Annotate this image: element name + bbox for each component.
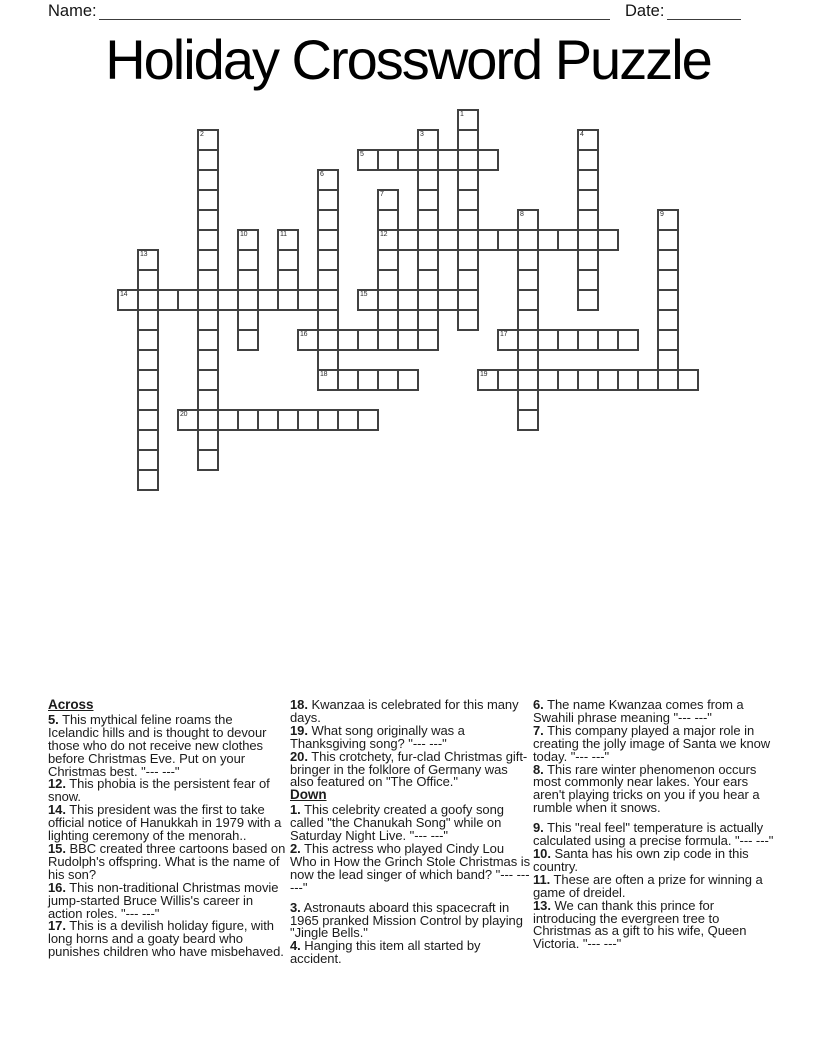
grid-cell[interactable] xyxy=(517,209,539,231)
grid-cell[interactable] xyxy=(417,269,439,291)
clue-number: 10. xyxy=(533,845,551,861)
cell-number: 20 xyxy=(180,411,188,418)
clue-number: 14. xyxy=(48,802,66,818)
grid-cell[interactable] xyxy=(197,449,219,471)
grid-cell[interactable] xyxy=(517,249,539,271)
grid-cell[interactable] xyxy=(657,229,679,251)
grid-cell[interactable] xyxy=(377,249,399,271)
grid-cell[interactable] xyxy=(317,409,339,431)
grid-cell[interactable] xyxy=(377,289,399,311)
clue-column-3 xyxy=(533,699,776,951)
grid-cell[interactable] xyxy=(417,289,439,311)
cell-number: 15 xyxy=(360,291,368,298)
grid-cell[interactable] xyxy=(517,329,539,351)
grid-cell[interactable] xyxy=(237,409,259,431)
grid-cell[interactable] xyxy=(397,229,419,251)
grid-cell[interactable] xyxy=(577,229,599,251)
grid-cell[interactable] xyxy=(477,229,499,251)
clue-10: 10. Santa has his own zip code in this country. xyxy=(533,845,749,874)
grid-cell[interactable] xyxy=(597,369,619,391)
grid-cell[interactable] xyxy=(437,229,459,251)
grid-cell[interactable] xyxy=(577,369,599,391)
grid-cell[interactable] xyxy=(197,169,219,191)
grid-cell[interactable] xyxy=(317,209,339,231)
grid-cell[interactable] xyxy=(377,309,399,331)
grid-cell[interactable] xyxy=(357,329,379,351)
grid-cell[interactable] xyxy=(577,129,599,151)
grid-cell[interactable] xyxy=(297,289,319,311)
grid-cell[interactable] xyxy=(197,269,219,291)
grid-cell[interactable] xyxy=(577,149,599,171)
grid-cell[interactable] xyxy=(657,269,679,291)
grid-cell[interactable] xyxy=(617,329,639,351)
clue-number: 6. xyxy=(533,697,544,712)
grid-cell[interactable] xyxy=(397,329,419,351)
grid-cell[interactable] xyxy=(157,289,179,311)
grid-cell[interactable] xyxy=(497,329,519,351)
date-label: Date: xyxy=(625,2,665,20)
grid-cell[interactable] xyxy=(317,229,339,251)
across-heading: Across xyxy=(48,697,94,712)
grid-cell[interactable] xyxy=(257,289,279,311)
grid-cell[interactable] xyxy=(137,429,159,451)
grid-cell[interactable] xyxy=(337,369,359,391)
grid-cell[interactable] xyxy=(517,269,539,291)
grid-cell[interactable] xyxy=(677,369,699,391)
clue-number: 20. xyxy=(290,748,308,764)
grid-cell[interactable] xyxy=(537,229,559,251)
grid-cell[interactable] xyxy=(357,289,379,311)
grid-cell[interactable] xyxy=(137,409,159,431)
page-title: Holiday Crossword Puzzle xyxy=(105,28,711,91)
clue-number: 2. xyxy=(290,840,301,856)
grid-cell[interactable] xyxy=(657,329,679,351)
clue-18: 18. Kwanzaa is celebrated for this many days. xyxy=(290,697,519,725)
grid-cell[interactable] xyxy=(137,309,159,331)
grid-cell[interactable] xyxy=(357,409,379,431)
cell-number: 12 xyxy=(380,231,388,238)
name-label: Name: xyxy=(48,2,97,20)
cell-number: 11 xyxy=(280,231,287,238)
grid-cell[interactable] xyxy=(397,369,419,391)
grid-cell[interactable] xyxy=(317,289,339,311)
grid-cell[interactable] xyxy=(657,209,679,231)
grid-cell[interactable] xyxy=(177,409,199,431)
grid-cell[interactable] xyxy=(517,309,539,331)
grid-cell[interactable] xyxy=(437,149,459,171)
grid-cell[interactable] xyxy=(417,249,439,271)
grid-cell[interactable] xyxy=(197,309,219,331)
grid-cell[interactable] xyxy=(277,409,299,431)
cell-number: 17 xyxy=(500,331,508,338)
grid-cell[interactable] xyxy=(317,169,339,191)
cell-number: 9 xyxy=(660,211,664,218)
clue-3: 3. Astronauts aboard this spacecraft in 1965 pranked Mission Control by playing "Jingle Bells." xyxy=(290,899,523,941)
grid-cell[interactable] xyxy=(417,149,439,171)
grid-cell[interactable] xyxy=(397,149,419,171)
cell-number: 16 xyxy=(300,331,308,338)
clue-4: 4. Hanging this item all started by accident. xyxy=(290,938,481,967)
grid-cell[interactable] xyxy=(297,329,319,351)
cell-number: 14 xyxy=(120,291,128,298)
grid-cell[interactable] xyxy=(657,349,679,371)
clue-9: 9. This "real feel" temperature is actually calculated using a precise formula. "--- ---" xyxy=(533,820,774,849)
cell-number: 5 xyxy=(360,151,364,158)
grid-cell[interactable] xyxy=(377,229,399,251)
grid-cell[interactable] xyxy=(317,349,339,371)
clue-11: 11. These are often a prize for winning a game of dreidel. xyxy=(533,871,763,900)
grid-cell[interactable] xyxy=(417,329,439,351)
grid-cell[interactable] xyxy=(257,409,279,431)
clue-number: 5. xyxy=(48,711,59,727)
grid-cell[interactable] xyxy=(137,329,159,351)
grid-cell[interactable] xyxy=(457,229,479,251)
clue-6: 6. The name Kwanzaa comes from a Swahili phrase meaning "--- ---" xyxy=(533,697,744,725)
grid-cell[interactable] xyxy=(577,189,599,211)
grid-cell[interactable] xyxy=(577,249,599,271)
grid-cell[interactable] xyxy=(197,389,219,411)
clue-number: 9. xyxy=(533,820,544,836)
grid-cell[interactable] xyxy=(277,229,299,251)
clue-number: 18. xyxy=(290,697,308,712)
grid-cell[interactable] xyxy=(197,229,219,251)
grid-cell[interactable] xyxy=(197,409,219,431)
clue-column-1 xyxy=(48,699,286,959)
grid-cell[interactable] xyxy=(517,349,539,371)
grid-cell[interactable] xyxy=(657,289,679,311)
grid-cell[interactable] xyxy=(577,289,599,311)
grid-cell[interactable] xyxy=(197,209,219,231)
grid-cell[interactable] xyxy=(317,369,339,391)
cell-number: 13 xyxy=(140,251,148,258)
grid-cell[interactable] xyxy=(237,249,259,271)
grid-cell[interactable] xyxy=(317,249,339,271)
grid-cell[interactable] xyxy=(657,369,679,391)
grid-cell[interactable] xyxy=(317,309,339,331)
clue-number: 16. xyxy=(48,879,66,895)
grid-cell[interactable] xyxy=(377,269,399,291)
grid-cell[interactable] xyxy=(177,289,199,311)
grid-cell[interactable] xyxy=(357,369,379,391)
grid-cell[interactable] xyxy=(577,209,599,231)
grid-cell[interactable] xyxy=(137,349,159,371)
grid-cell[interactable] xyxy=(557,229,579,251)
grid-cell[interactable] xyxy=(577,329,599,351)
grid-cell[interactable] xyxy=(497,369,519,391)
cell-number: 4 xyxy=(580,131,584,138)
grid-cell[interactable] xyxy=(137,269,159,291)
grid-cell[interactable] xyxy=(437,289,459,311)
grid-cell[interactable] xyxy=(497,229,519,251)
grid-cell[interactable] xyxy=(657,249,679,271)
grid-cell[interactable] xyxy=(457,189,479,211)
down-heading: Down xyxy=(290,787,327,803)
grid-cell[interactable] xyxy=(197,289,219,311)
clue-column-2 xyxy=(290,699,531,966)
grid-cell[interactable] xyxy=(377,329,399,351)
grid-cell[interactable] xyxy=(197,249,219,271)
grid-cell[interactable] xyxy=(637,369,659,391)
clue-number: 7. xyxy=(533,722,544,738)
grid-cell[interactable] xyxy=(277,289,299,311)
grid-cell[interactable] xyxy=(237,309,259,331)
grid-cell[interactable] xyxy=(617,369,639,391)
grid-cell[interactable] xyxy=(317,269,339,291)
grid-cell[interactable] xyxy=(477,149,499,171)
grid-cell[interactable] xyxy=(417,209,439,231)
grid-cell[interactable] xyxy=(197,149,219,171)
grid-cell[interactable] xyxy=(657,309,679,331)
clue-number: 1. xyxy=(290,802,301,818)
grid-cell[interactable] xyxy=(457,169,479,191)
grid-cell[interactable] xyxy=(137,449,159,471)
cell-number: 1 xyxy=(460,111,464,118)
grid-cell[interactable] xyxy=(417,229,439,251)
grid-cell[interactable] xyxy=(137,369,159,391)
clue-number: 4. xyxy=(290,938,301,954)
grid-cell[interactable] xyxy=(517,289,539,311)
cell-number: 2 xyxy=(200,131,204,138)
grid-cell[interactable] xyxy=(377,369,399,391)
clue-12: 12. This phobia is the persistent fear of snow. xyxy=(48,776,270,805)
grid-cell[interactable] xyxy=(197,129,219,151)
grid-cell[interactable] xyxy=(137,469,159,491)
clue-2: 2. This actress who played Cindy Lou Who in How the Grinch Stole Christmas is now the lead singer of which band? "--- --- ---" xyxy=(290,840,531,895)
clue-number: 15. xyxy=(48,840,66,856)
cell-number: 3 xyxy=(420,131,424,138)
grid-cell[interactable] xyxy=(377,189,399,211)
grid-cell[interactable] xyxy=(517,369,539,391)
cell-number: 18 xyxy=(320,371,328,378)
clue-5: 5. This mythical feline roams the Icelandic hills and is thought to devour those who do not receive new clothes before Christmas Eve. Put on your Christmas best. "--- ---" xyxy=(48,711,267,779)
grid-cell[interactable] xyxy=(197,349,219,371)
cell-number: 8 xyxy=(520,211,524,218)
clue-19: 19. What song originally was a Thanksgiving song? "--- ---" xyxy=(290,722,465,751)
clue-number: 17. xyxy=(48,918,66,934)
clue-16: 16. This non-traditional Christmas movie jump-started Bruce Willis's career in action roles. "--- ---" xyxy=(48,879,279,921)
grid-cell[interactable] xyxy=(517,229,539,251)
grid-cell[interactable] xyxy=(417,169,439,191)
grid-cell[interactable] xyxy=(377,209,399,231)
grid-cell[interactable] xyxy=(457,129,479,151)
grid-cell[interactable] xyxy=(557,329,579,351)
grid-cell[interactable] xyxy=(457,309,479,331)
grid-cell[interactable] xyxy=(137,249,159,271)
clue-13: 13. We can thank this prince for introducing the evergreen tree to Christmas as a gift to his wife, Queen Victoria. "--- ---" xyxy=(533,897,747,952)
grid-cell[interactable] xyxy=(197,329,219,351)
grid-cell[interactable] xyxy=(277,269,299,291)
date-blank-line[interactable] xyxy=(667,19,741,20)
clue-7: 7. This company played a major role in creating the jolly image of Santa we know today. "--- ---" xyxy=(533,722,771,764)
clue-number: 11. xyxy=(533,871,551,887)
grid-cell[interactable] xyxy=(337,329,359,351)
grid-cell[interactable] xyxy=(297,409,319,431)
grid-cell[interactable] xyxy=(517,409,539,431)
clue-number: 19. xyxy=(290,722,308,738)
grid-cell[interactable] xyxy=(137,389,159,411)
grid-cell[interactable] xyxy=(417,189,439,211)
grid-cell[interactable] xyxy=(397,289,419,311)
grid-cell[interactable] xyxy=(217,289,239,311)
grid-cell[interactable] xyxy=(317,329,339,351)
grid-cell[interactable] xyxy=(377,149,399,171)
grid-cell[interactable] xyxy=(557,369,579,391)
grid-cell[interactable] xyxy=(337,409,359,431)
grid-cell[interactable] xyxy=(417,129,439,151)
grid-cell[interactable] xyxy=(197,189,219,211)
grid-cell[interactable] xyxy=(237,329,259,351)
clue-8: 8. This rare winter phenomenon occurs most commonly near lakes. Your ears aren't playing tricks on you if you hear a rumble when it snows. xyxy=(533,761,760,816)
grid-cell[interactable] xyxy=(237,229,259,251)
grid-cell[interactable] xyxy=(537,369,559,391)
grid-cell[interactable] xyxy=(517,389,539,411)
clue-number: 3. xyxy=(290,899,301,915)
grid-cell[interactable] xyxy=(137,289,159,311)
grid-cell[interactable] xyxy=(117,289,139,311)
cell-number: 19 xyxy=(480,371,488,378)
grid-cell[interactable] xyxy=(417,309,439,331)
grid-cell[interactable] xyxy=(577,269,599,291)
grid-cell[interactable] xyxy=(457,249,479,271)
grid-cell[interactable] xyxy=(237,289,259,311)
grid-cell[interactable] xyxy=(317,189,339,211)
clue-15: 15. BBC created three cartoons based on Rudolph's offspring. What is the name of his son? xyxy=(48,840,286,882)
grid-cell[interactable] xyxy=(597,329,619,351)
cell-number: 10 xyxy=(240,231,248,238)
grid-cell[interactable] xyxy=(197,429,219,451)
grid-cell[interactable] xyxy=(537,329,559,351)
grid-cell[interactable] xyxy=(197,369,219,391)
grid-cell[interactable] xyxy=(577,169,599,191)
grid-cell[interactable] xyxy=(597,229,619,251)
clue-14: 14. This president was the first to take official notice of Hanukkah in 1979 with a lighting ceremony of the menorah.. xyxy=(48,802,282,844)
clue-number: 13. xyxy=(533,897,551,913)
cell-number: 7 xyxy=(380,191,384,198)
cell-number: 6 xyxy=(320,171,324,178)
grid-cell[interactable] xyxy=(457,209,479,231)
grid-cell[interactable] xyxy=(277,249,299,271)
grid-cell[interactable] xyxy=(477,369,499,391)
grid-cell[interactable] xyxy=(457,109,479,131)
grid-cell[interactable] xyxy=(457,269,479,291)
grid-cell[interactable] xyxy=(357,149,379,171)
grid-cell[interactable] xyxy=(457,149,479,171)
grid-cell[interactable] xyxy=(237,269,259,291)
name-blank-line[interactable] xyxy=(99,19,610,20)
clue-number: 8. xyxy=(533,761,544,777)
clue-1: 1. This celebrity created a goofy song called "the Chanukah Song" while on Saturday Night Live. "--- ---" xyxy=(290,802,504,844)
clue-number: 12. xyxy=(48,776,66,792)
grid-cell[interactable] xyxy=(217,409,239,431)
clue-20: 20. This crotchety, fur-clad Christmas gift-bringer in the folklore of Germany was also featured on "The Office." xyxy=(290,748,528,790)
grid-cell[interactable] xyxy=(457,289,479,311)
clue-17: 17. This is a devilish holiday figure, with long horns and a goaty beard who punishes children who have misbehaved. xyxy=(48,918,284,960)
